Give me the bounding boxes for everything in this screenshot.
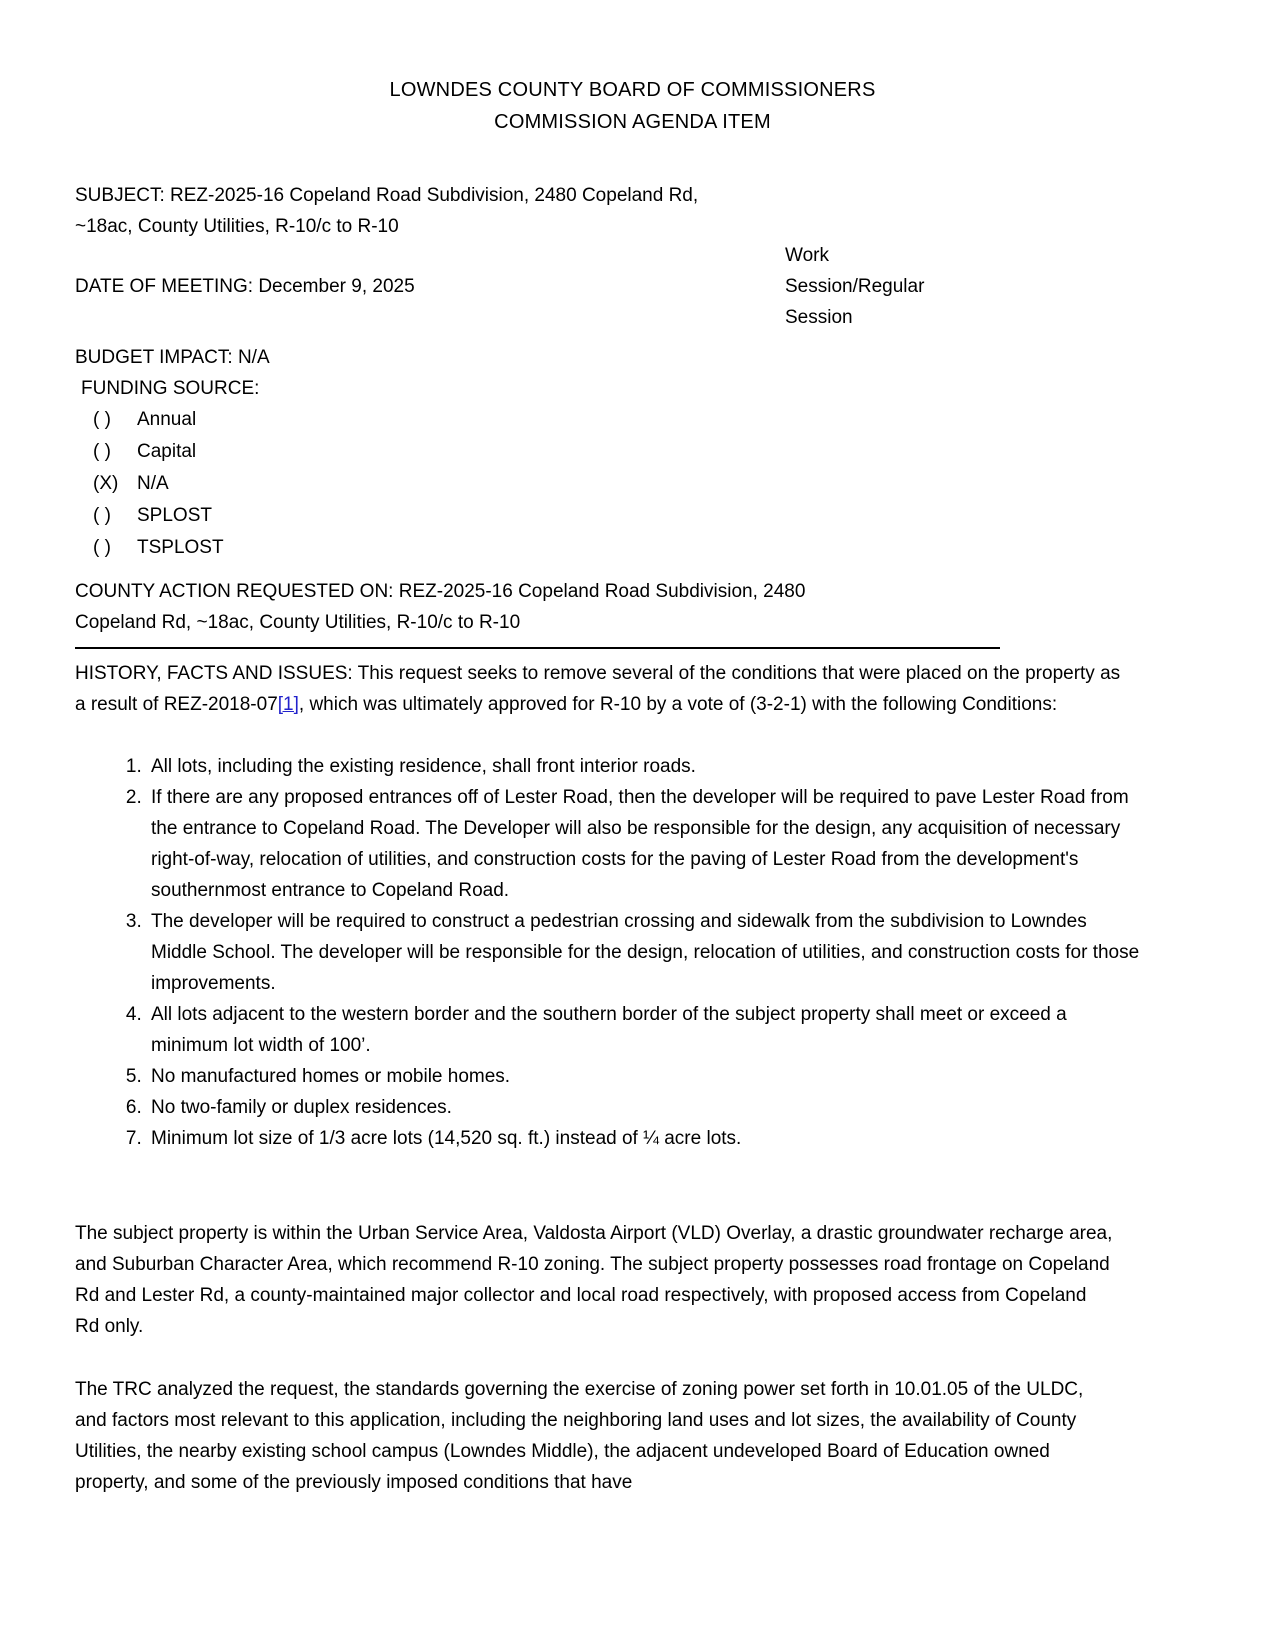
history-facts-issues-paragraph xyxy=(75,658,1130,720)
board-title: LOWNDES COUNTY BOARD OF COMMISSIONERS xyxy=(389,79,876,101)
trc-analysis-paragraph: The TRC analyzed the request, the standards governing the exercise of zoning power set forth in 10.01.05 of the ULDC, and factors most relevant to this application, including the neighboring land uses and lot sizes, the availability of County Utilities, the nearby existing school campus (Lowndes Middle), the adjacent undeveloped Board of Education owned property, and some of the previously imposed conditions that have xyxy=(75,1379,1084,1493)
checkbox-mark-checked: (X) xyxy=(93,473,119,494)
subject-text: REZ-2025-16 Copeland Road Subdivision, 2480 Copeland Rd, ~18ac, County Utilities, R-10/c to R-10 xyxy=(75,185,699,237)
budget-impact-value: N/A xyxy=(237,347,270,368)
funding-option-label: N/A xyxy=(137,473,169,494)
session-type-line: Work xyxy=(785,245,829,266)
funding-option xyxy=(93,468,1190,500)
county-action-label: COUNTY ACTION REQUESTED ON: xyxy=(75,581,394,602)
checkbox-mark: ( ) xyxy=(93,537,111,558)
funding-source-label: FUNDING SOURCE: xyxy=(81,378,260,399)
condition-item: 6. No two-family or duplex residences. xyxy=(147,1092,1146,1123)
budget-impact-label: BUDGET IMPACT: xyxy=(75,347,233,368)
funding-option-label: Annual xyxy=(137,409,197,430)
funding-option xyxy=(93,532,1190,564)
funding-option xyxy=(93,436,1190,468)
document-header xyxy=(75,74,1190,138)
session-type-line: Session xyxy=(785,307,853,328)
funding-option-label: SPLOST xyxy=(137,505,212,526)
history-text-pre: HISTORY, FACTS AND ISSUES: This request seeks to remove several of the conditions that were placed on the property as a result of REZ-2018-07 xyxy=(75,663,1121,715)
conditions-list xyxy=(75,751,1190,1154)
date-of-meeting-line xyxy=(75,271,1190,302)
subject-line xyxy=(75,180,700,242)
funding-option xyxy=(93,404,1190,436)
funding-option-label: Capital xyxy=(137,441,197,462)
date-of-meeting-value: December 9, 2025 xyxy=(258,276,415,297)
checkbox-mark: ( ) xyxy=(93,505,111,526)
subject-property-paragraph: The subject property is within the Urban Service Area, Valdosta Airport (VLD) Overlay, a drastic groundwater recharge area, and Suburban Character Area, which recommend R-10 zoning. The subject property possesses road frontage on Copeland Rd and Lester Rd, a county-maintained major collector and local road respectively, with proposed access from Copeland Rd only. xyxy=(75,1223,1113,1337)
meta-block xyxy=(75,180,1190,328)
checkbox-mark: ( ) xyxy=(93,409,111,430)
county-action-line xyxy=(75,576,885,638)
subject-label: SUBJECT: xyxy=(75,185,165,206)
funding-option-label: TSPLOST xyxy=(137,537,224,558)
condition-item: 4. All lots adjacent to the western border and the southern border of the subject property shall meet or exceed a minimum lot width of 100’. xyxy=(147,999,1146,1061)
date-of-meeting-label: DATE OF MEETING: xyxy=(75,276,254,297)
footnote-1-link[interactable]: [1] xyxy=(277,694,299,715)
condition-item: 1. All lots, including the existing residence, shall front interior roads. xyxy=(147,751,1146,782)
funding-option xyxy=(93,500,1190,532)
session-type-line: Session/Regular xyxy=(785,276,925,297)
budget-impact-line xyxy=(75,342,1190,373)
condition-item: 7. Minimum lot size of 1/3 acre lots (14,520 sq. ft.) instead of ¼ acre lots. xyxy=(147,1123,1146,1154)
condition-item: 3. The developer will be required to construct a pedestrian crossing and sidewalk from the subdivision to Lowndes Middle School. The developer will be responsible for the design, relocation of utilities, and construction costs for those improvements. xyxy=(147,906,1146,999)
session-type-block xyxy=(785,240,1005,333)
history-text-post: , which was ultimately approved for R-10 by a vote of (3-2-1) with the following Conditions: xyxy=(298,694,1058,715)
funding-source-list xyxy=(75,404,1190,564)
county-action-section xyxy=(75,576,1000,649)
condition-item: 5. No manufactured homes or mobile homes. xyxy=(147,1061,1146,1092)
agenda-item-title: COMMISSION AGENDA ITEM xyxy=(494,111,771,133)
checkbox-mark: ( ) xyxy=(93,441,111,462)
county-action-text: REZ-2025-16 Copeland Road Subdivision, 2480 Copeland Rd, ~18ac, County Utilities, R-10/c to R-10 xyxy=(75,581,806,633)
condition-item: 2. If there are any proposed entrances off of Lester Road, then the developer will be required to pave Lester Road from the entrance to Copeland Road. The Developer will also be responsible for the design, any acquisition of necessary right-of-way, relocation of utilities, and construction costs for the paving of Lester Road from the development's southernmost entrance to Copeland Road. xyxy=(147,782,1146,906)
